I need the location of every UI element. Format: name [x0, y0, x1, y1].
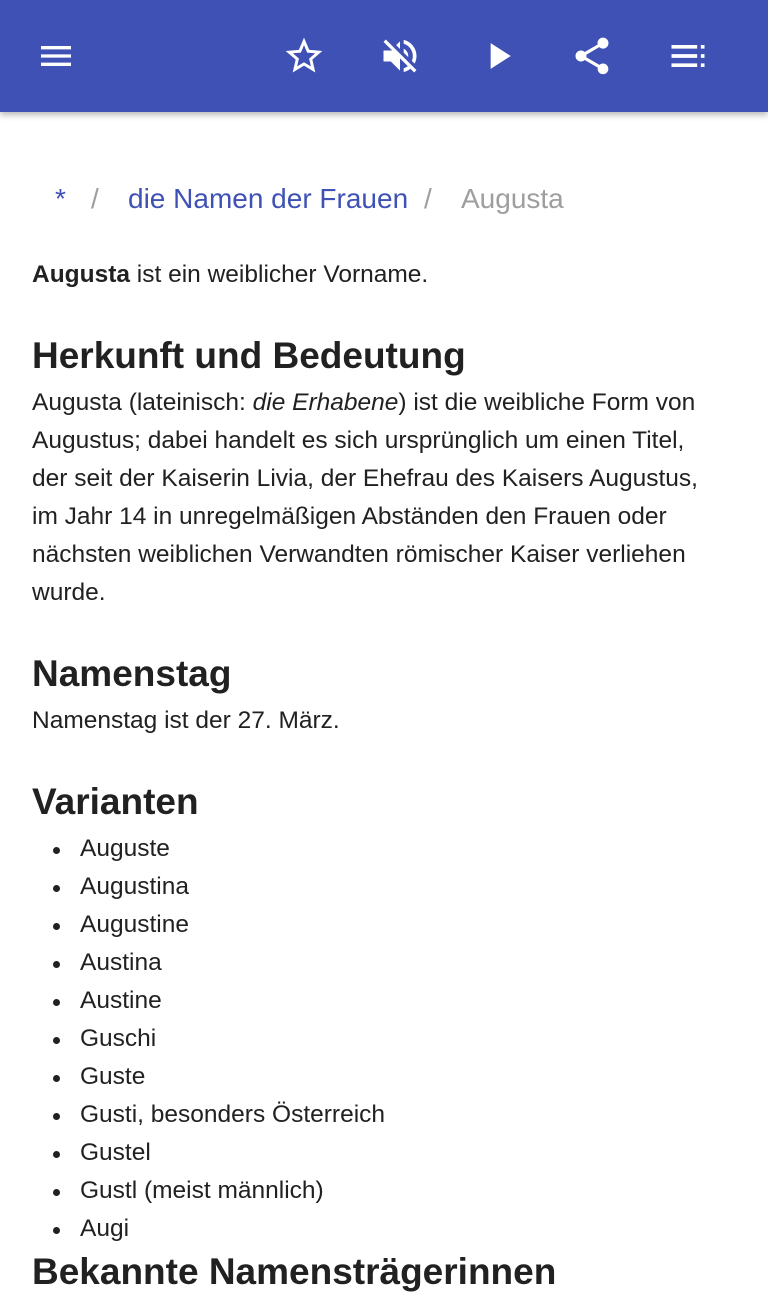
nameday-heading: Namenstag — [32, 653, 232, 694]
list-item — [0, 830, 768, 868]
breadcrumb — [0, 180, 768, 220]
menu-icon — [36, 36, 76, 76]
origin-text: Augusta (lateinisch: — [32, 389, 253, 416]
list-item — [0, 868, 768, 906]
list-item-text: Gustl (meist männlich) — [80, 1177, 324, 1204]
origin-line — [32, 384, 742, 422]
list-item — [0, 1020, 768, 1058]
bullet-dot — [53, 999, 60, 1006]
list-item-text: Auguste — [80, 835, 170, 862]
list-item — [0, 1096, 768, 1134]
list-item — [0, 944, 768, 982]
list-item-text: Gustel — [80, 1139, 151, 1166]
variants-heading: Varianten — [32, 781, 199, 822]
intro-text: ist ein weiblicher Vorname. — [130, 261, 429, 288]
bullet-dot — [53, 1189, 60, 1196]
list-item-text: Austina — [80, 949, 162, 976]
list-item-text: Guste — [80, 1063, 146, 1090]
list-item-text: Augi — [80, 1215, 130, 1242]
volume-off-icon — [378, 34, 422, 78]
origin-text: ) ist die weibliche Form von — [398, 389, 696, 416]
famous-heading: Bekannte Namensträgerinnen — [32, 1251, 557, 1292]
play-button[interactable] — [470, 28, 526, 84]
origin-line: im Jahr 14 in unregelmäßigen Abständen den Frauen oder — [32, 503, 667, 530]
list-item — [0, 906, 768, 944]
list-item — [0, 1172, 768, 1210]
bullet-dot — [53, 961, 60, 968]
intro-paragraph — [32, 256, 742, 294]
list-item-text: Guschi — [80, 1025, 157, 1052]
list-item-text: Austine — [80, 987, 162, 1014]
origin-paragraph — [32, 384, 742, 612]
mute-button[interactable] — [372, 28, 428, 84]
breadcrumb-separator: / — [91, 183, 99, 214]
breadcrumb-category-link[interactable]: die Namen der Frauen — [128, 183, 409, 214]
bullet-dot — [53, 847, 60, 854]
breadcrumb-home-link[interactable]: * — [55, 183, 66, 214]
origin-line: Augustus; dabei handelt es sich ursprünglich um einen Titel, — [32, 427, 685, 454]
playlist-button[interactable] — [660, 28, 716, 84]
bullet-dot — [53, 1151, 60, 1158]
playlist-icon — [666, 34, 710, 78]
origin-heading: Herkunft und Bedeutung — [32, 335, 466, 376]
list-item — [0, 1134, 768, 1172]
bullet-dot — [53, 1075, 60, 1082]
play-icon — [476, 34, 520, 78]
origin-line: nächsten weiblichen Verwandten römischer Kaiser verliehen — [32, 541, 686, 568]
bullet-dot — [53, 1113, 60, 1120]
origin-line: der seit der Kaiserin Livia, der Ehefrau des Kaisers Augustus, — [32, 465, 698, 492]
bullet-dot — [53, 1037, 60, 1044]
list-item — [0, 1058, 768, 1096]
favorite-button[interactable] — [276, 28, 332, 84]
star-outline-icon — [282, 34, 326, 78]
list-item — [0, 982, 768, 1020]
origin-line: wurde. — [32, 579, 106, 606]
breadcrumb-separator: / — [424, 183, 432, 214]
bullet-dot — [53, 923, 60, 930]
list-item-text: Augustine — [80, 911, 189, 938]
app-bar — [0, 0, 768, 112]
list-item-text: Augustina — [80, 873, 189, 900]
bullet-dot — [53, 885, 60, 892]
nameday-text: Namenstag ist der 27. März. — [32, 707, 340, 734]
breadcrumb-current: Augusta — [461, 183, 564, 214]
origin-italic-term: die Erhabene — [252, 389, 399, 416]
list-item-text: Gusti, besonders Österreich — [80, 1101, 386, 1128]
intro-name: Augusta — [32, 261, 130, 288]
list-item — [0, 1210, 768, 1248]
variants-list — [0, 830, 768, 1248]
share-button[interactable] — [564, 28, 620, 84]
menu-button[interactable] — [28, 28, 84, 84]
share-icon — [570, 34, 614, 78]
bullet-dot — [53, 1227, 60, 1234]
